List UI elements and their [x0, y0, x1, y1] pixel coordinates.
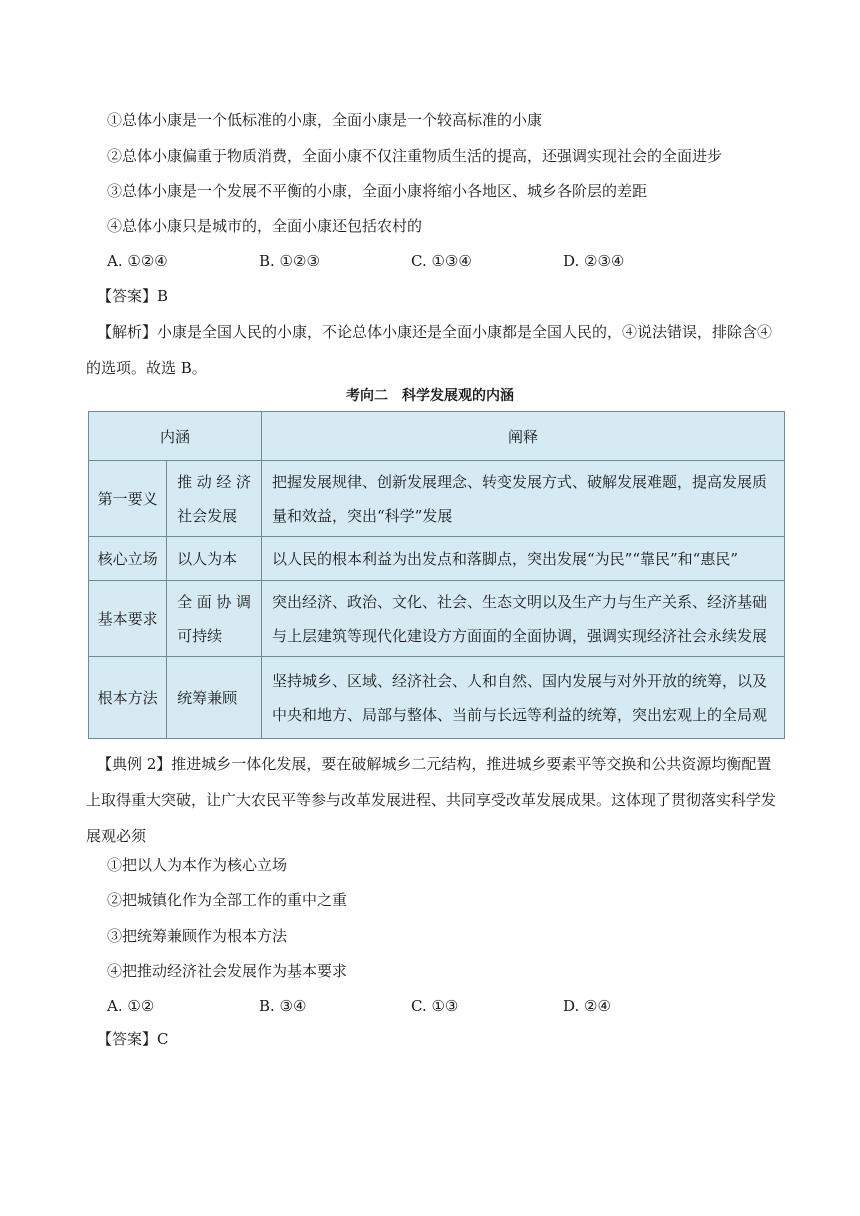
section-title: 考向二 科学发展观的内涵: [346, 388, 514, 404]
table-row: [89, 461, 785, 537]
q1-options: [107, 251, 715, 271]
table-row: [89, 537, 785, 581]
table-header-row: [89, 412, 785, 461]
q1-analysis: 【解析】小康是全国人民的小康，不论总体小康还是全面小康都是全国人民的，④说法错误，排除含④的选项。故选 B。: [86, 323, 773, 377]
row-term: 推动经济社会发展: [167, 461, 262, 537]
q1-option-a: A. ①②④: [107, 252, 168, 270]
table-row: [89, 581, 785, 657]
q2-answer: 【答案】C: [97, 1030, 169, 1048]
row-label: 根本方法: [89, 657, 167, 739]
q2-option-c: C. ①③: [411, 997, 459, 1015]
table-row: [89, 657, 785, 739]
meaning-table: [88, 411, 785, 739]
q1-statement-4: ④总体小康只是城市的，全面小康还包括农村的: [107, 217, 423, 235]
q2-statement-3: ③把统筹兼顾作为根本方法: [107, 927, 288, 945]
row-label: 基本要求: [89, 581, 167, 657]
row-term: 全面协调可持续: [167, 581, 262, 657]
q2-option-d: D. ②④: [563, 997, 611, 1015]
q1-statement-2: ②总体小康偏重于物质消费，全面小康不仅注重物质生活的提高，还强调实现社会的全面进步: [107, 147, 723, 165]
row-description: 以人民的根本利益为出发点和落脚点，突出发展“为民”“靠民”和“惠民”: [262, 537, 785, 581]
table-header-meaning: 内涵: [89, 412, 262, 461]
q1-answer: 【答案】B: [97, 287, 169, 305]
row-description: 突出经济、政治、文化、社会、生态文明以及生产力与生产关系、经济基础与上层建筑等现代化建设方方面面的全面协调，强调实现经济社会永续发展: [262, 581, 785, 657]
q1-option-c: C. ①③④: [411, 252, 472, 270]
q2-option-a: A. ①②: [107, 997, 155, 1015]
q2-statement-1: ①把以人为本作为核心立场: [107, 856, 288, 874]
row-term: 统筹兼顾: [167, 657, 262, 739]
q2-statement-4: ④把推动经济社会发展作为基本要求: [107, 962, 348, 980]
q1-statement-1: ①总体小康是一个低标准的小康，全面小康是一个较高标准的小康: [107, 111, 543, 129]
q1-option-b: B. ①②③: [259, 252, 320, 270]
row-label: 第一要义: [89, 461, 167, 537]
table-header-explanation: 阐释: [262, 412, 785, 461]
q1-option-d: D. ②③④: [563, 252, 625, 270]
q2-option-b: B. ③④: [259, 997, 307, 1015]
q2-stem: 【典例 2】推进城乡一体化发展，要在破解城乡二元结构，推进城乡要素平等交换和公共资源均衡配置上取得重大突破，让广大农民平等参与改革发展进程、共同享受改革发展成果。这体现了贯彻落实科学发展观必须: [86, 755, 777, 845]
q1-statement-3: ③总体小康是一个发展不平衡的小康，全面小康将缩小各地区、城乡各阶层的差距: [107, 182, 648, 200]
row-description: 把握发展规律、创新发展理念、转变发展方式、破解发展难题，提高发展质量和效益，突出“科学”发展: [262, 461, 785, 537]
row-term: 以人为本: [167, 537, 262, 581]
row-description: 坚持城乡、区域、经济社会、人和自然、国内发展与对外开放的统筹，以及中央和地方、局部与整体、当前与长远等利益的统筹，突出宏观上的全局观: [262, 657, 785, 739]
q2-options: [107, 996, 715, 1016]
row-label: 核心立场: [89, 537, 167, 581]
q2-statement-2: ②把城镇化作为全部工作的重中之重: [107, 891, 348, 909]
